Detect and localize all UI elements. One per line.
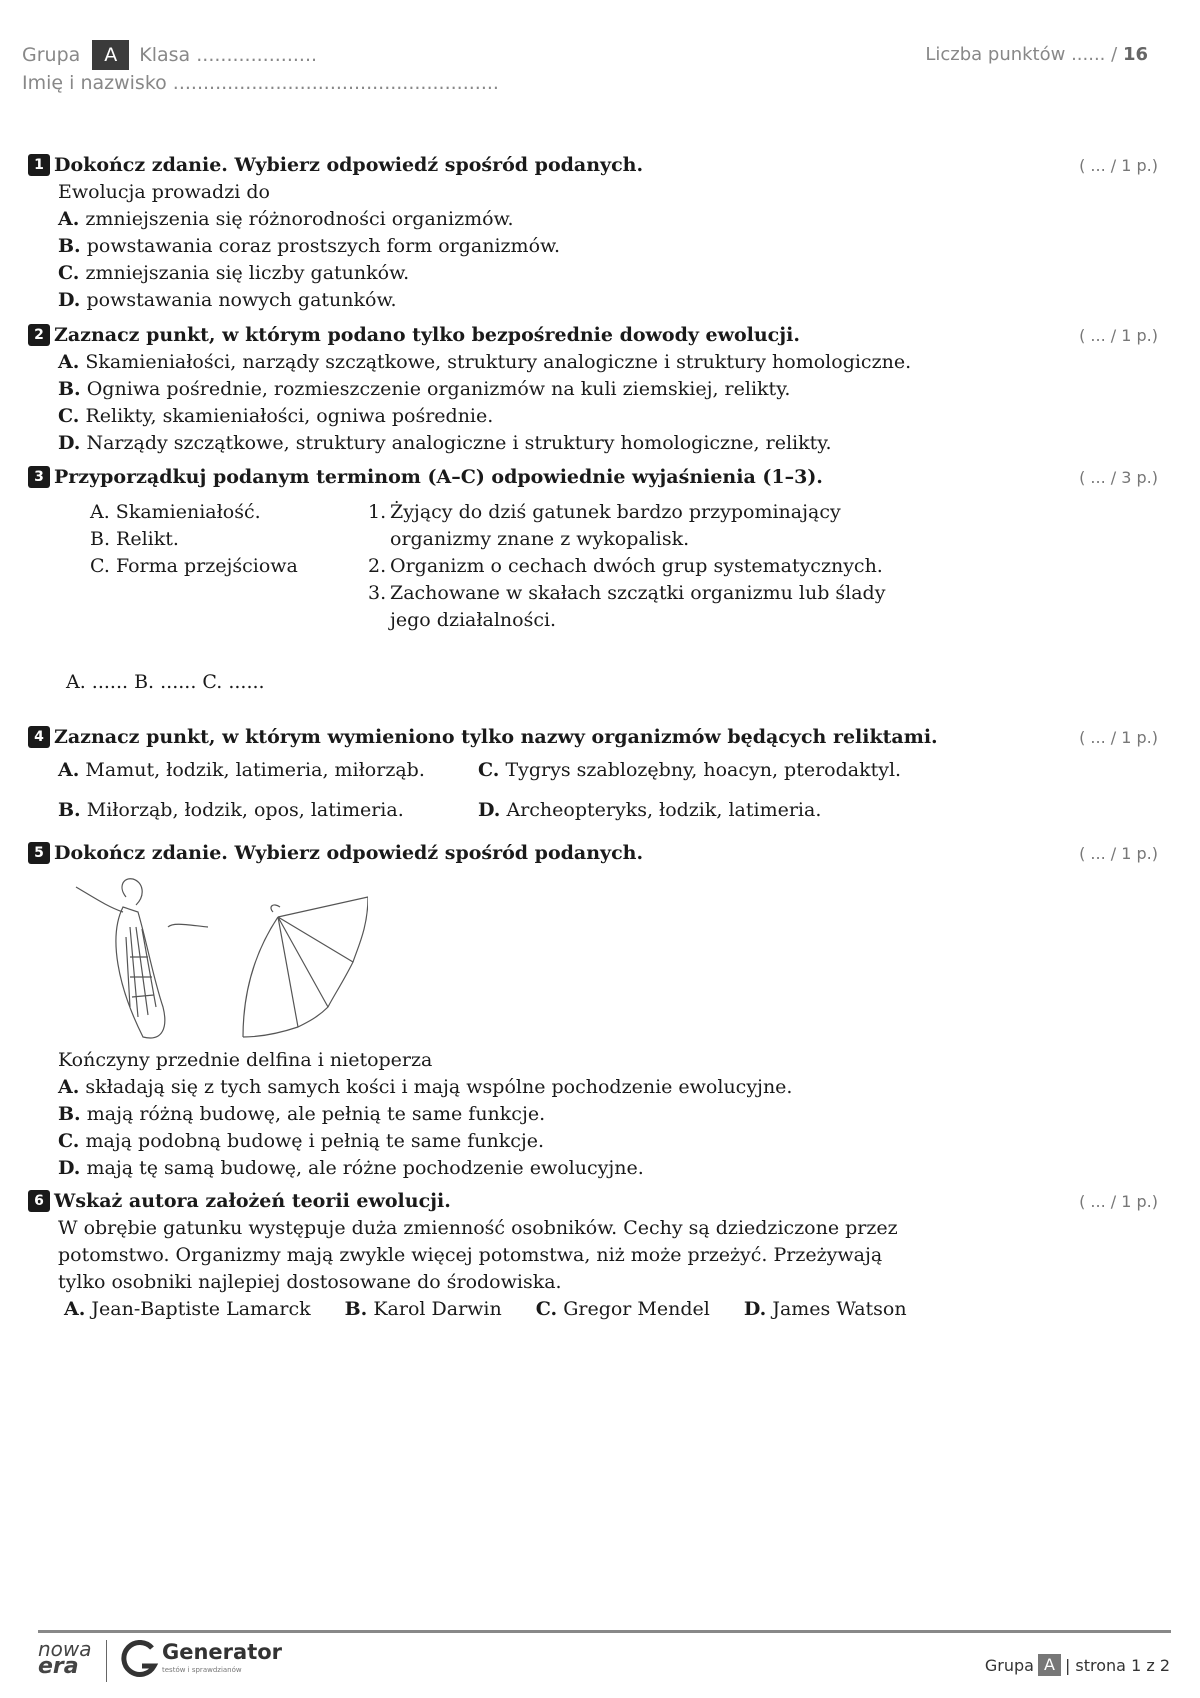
term-item: A. Skamieniałość. <box>90 501 261 523</box>
terms-list <box>90 499 298 580</box>
question-number: 2 <box>28 324 50 346</box>
footer-divider <box>38 1630 1171 1633</box>
question-2 <box>28 322 1168 457</box>
answer-option-b[interactable]: B. powstawania coraz prostszych form organizmów. <box>58 235 561 257</box>
points-summary <box>925 44 1148 65</box>
answer-option-d[interactable]: D. Narządy szczątkowe, struktury analogiczne i struktury homologiczne, relikty. <box>58 432 832 454</box>
footer-page-info <box>985 1654 1170 1676</box>
question-text-line: potomstwo. Organizmy mają zwykle więcej potomstwa, niż może przeżyć. Przeżywają <box>58 1244 883 1266</box>
question-points: ( ... / 1 p.) <box>1079 728 1158 747</box>
question-6 <box>28 1188 1168 1323</box>
answer-option-a[interactable]: A. składają się z tych samych kości i mają wspólne pochodzenie ewolucyjne. <box>58 1076 793 1098</box>
answer-option-a[interactable]: A. Skamieniałości, narządy szczątkowe, struktury analogiczne i struktury homologiczne. <box>58 351 912 373</box>
answer-option-a[interactable]: A. Jean-Baptiste Lamarck <box>64 1298 311 1320</box>
points-label: Liczba punktów ...... / <box>925 44 1118 65</box>
answer-option-c[interactable]: C. Relikty, skamieniałości, ogniwa pośrednie. <box>58 405 494 427</box>
group-badge: A <box>92 40 129 70</box>
class-label: Klasa .................... <box>139 44 318 66</box>
answer-option-c[interactable]: C. Gregor Mendel <box>535 1298 710 1320</box>
answer-option-d[interactable]: D. mają tę samą budowę, ale różne pochodzenie ewolucyjne. <box>58 1157 644 1179</box>
question-number: 3 <box>28 466 50 488</box>
question-text-line: W obrębie gatunku występuje duża zmienność osobników. Cechy są dziedziczone przez <box>58 1217 898 1239</box>
footer-group-label: Grupa <box>984 1655 1034 1675</box>
question-1 <box>28 152 1168 314</box>
question-3 <box>28 464 1168 696</box>
question-number: 5 <box>28 842 50 864</box>
term-item: B. Relikt. <box>90 528 179 550</box>
answer-line[interactable]: A. ...... B. ...... C. ...... <box>66 671 265 693</box>
generator-logo <box>120 1640 283 1685</box>
explanation-item-cont: organizmy znane z wykopalisk. <box>390 528 690 550</box>
question-stem: Kończyny przednie delfina i nietoperza <box>58 1049 433 1071</box>
footer-group-badge: A <box>1038 1654 1061 1676</box>
question-number: 6 <box>28 1190 50 1212</box>
answer-option-c[interactable]: C. Tygrys szablozębny, hoacyn, pterodaktyl. <box>478 759 902 781</box>
generator-g-icon <box>120 1640 160 1680</box>
nowa-era-logo: nowa era <box>38 1637 92 1679</box>
question-points: ( ... / 1 p.) <box>1079 326 1158 345</box>
answer-option-a[interactable]: A. zmniejszenia się różnorodności organizmów. <box>58 208 514 230</box>
explanation-item: 1. Żyjący do dziś gatunek bardzo przypominający <box>368 501 841 523</box>
explanations-list <box>368 499 888 634</box>
question-title: Przyporządkuj podanym terminom (A–C) odpowiednie wyjaśnienia (1–3). <box>54 466 823 488</box>
question-points: ( ... / 1 p.) <box>1079 156 1158 175</box>
name-label: Imię i nazwisko ...................................................... <box>22 72 499 94</box>
question-title: Dokończ zdanie. Wybierz odpowiedź spośród podanych. <box>54 842 644 864</box>
answer-option-b[interactable]: B. Ogniwa pośrednie, rozmieszczenie organizmów na kuli ziemskiej, relikty. <box>58 378 791 400</box>
group-label: Grupa <box>22 44 81 66</box>
term-item: C. Forma przejściowa <box>90 555 298 577</box>
dolphin-bat-limbs-drawing <box>68 867 368 1047</box>
header-group-class <box>22 40 317 70</box>
question-number: 1 <box>28 154 50 176</box>
page-number: | strona 1 z 2 <box>1064 1655 1170 1675</box>
answer-option-d[interactable]: D. Archeopteryks, łodzik, latimeria. <box>478 799 822 821</box>
limbs-illustration <box>28 867 1168 1047</box>
question-title: Zaznacz punkt, w którym podano tylko bezpośrednie dowody ewolucji. <box>54 324 800 346</box>
answer-option-b[interactable]: B. mają różną budowę, ale pełnią te same funkcje. <box>58 1103 546 1125</box>
answer-option-c[interactable]: C. mają podobną budowę i pełnią te same funkcje. <box>58 1130 545 1152</box>
logo-separator <box>106 1640 107 1682</box>
explanation-item-cont: jego działalności. <box>390 609 557 631</box>
explanation-item: 3. Zachowane w skałach szczątki organizmu lub ślady <box>368 582 886 604</box>
answer-option-a[interactable]: A. Mamut, łodzik, latimeria, miłorząb. <box>58 759 425 781</box>
explanation-item: 2. Organizm o cechach dwóch grup systematycznych. <box>368 555 883 577</box>
matching-table <box>28 499 1168 669</box>
question-points: ( ... / 3 p.) <box>1079 468 1158 487</box>
question-5 <box>28 840 1168 1182</box>
question-title: Zaznacz punkt, w którym wymieniono tylko nazwy organizmów będących reliktami. <box>54 726 938 748</box>
answer-option-d[interactable]: D. James Watson <box>743 1298 907 1320</box>
answer-option-b[interactable]: B. Miłorząb, łodzik, opos, latimeria. <box>58 799 404 821</box>
generator-subtitle: testów i sprawdzianów <box>162 1666 242 1674</box>
answer-option-b[interactable]: B. Karol Darwin <box>344 1298 502 1320</box>
points-total: 16 <box>1122 44 1148 65</box>
answer-option-d[interactable]: D. powstawania nowych gatunków. <box>58 289 397 311</box>
answer-option-c[interactable]: C. zmniejszania się liczby gatunków. <box>58 262 410 284</box>
question-4 <box>28 724 1168 824</box>
generator-label: Generator <box>162 1640 283 1664</box>
question-title: Dokończ zdanie. Wybierz odpowiedź spośród podanych. <box>54 154 644 176</box>
question-text-line: tylko osobniki najlepiej dostosowane do środowiska. <box>58 1271 562 1293</box>
question-points: ( ... / 1 p.) <box>1079 1192 1158 1211</box>
question-number: 4 <box>28 726 50 748</box>
question-stem: Ewolucja prowadzi do <box>58 181 270 203</box>
question-points: ( ... / 1 p.) <box>1079 844 1158 863</box>
question-title: Wskaż autora założeń teorii ewolucji. <box>54 1190 451 1212</box>
